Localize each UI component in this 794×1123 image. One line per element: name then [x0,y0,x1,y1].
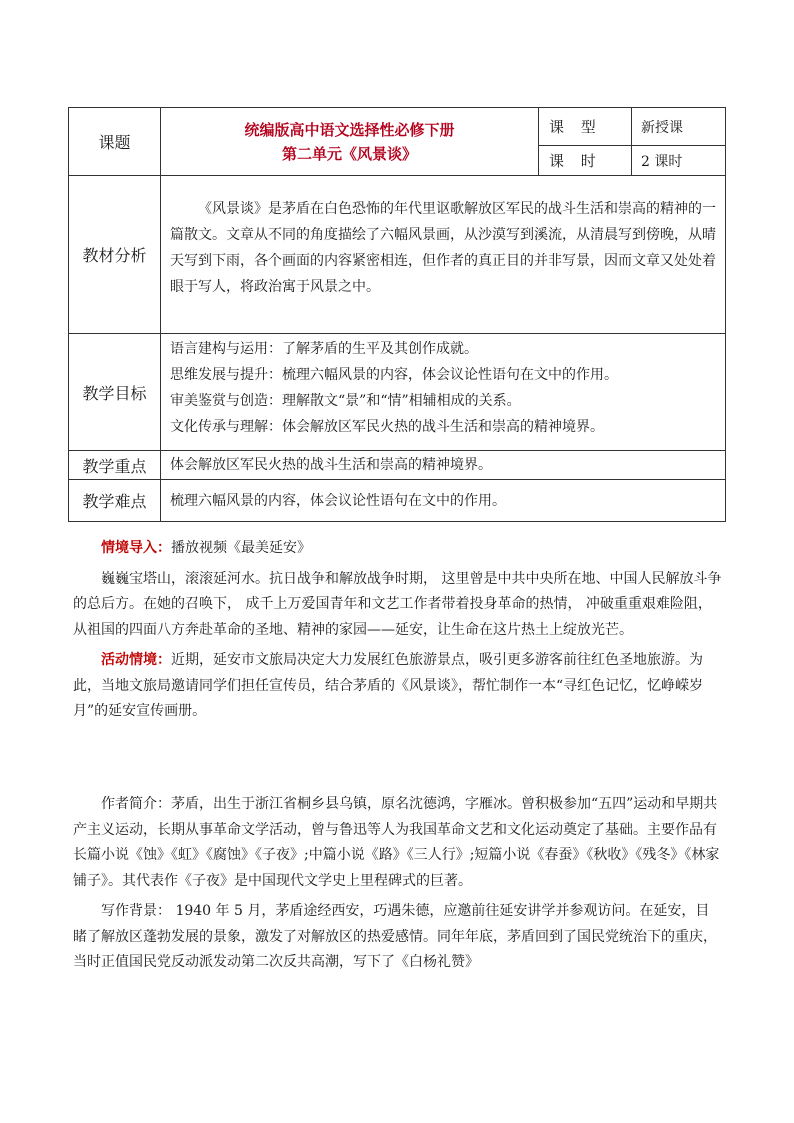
lesson-plan-table [68,107,726,522]
key-point-text: 体会解放区军民火热的战斗生活和崇高的精神境界。 [161,451,726,480]
activity-text: 近期，延安市文旅局决定大力发展红色旅游景点，吸引更多游客前往红色圣地旅游。为此，当地文旅局邀请同学们担任宣传员，结合茅盾的《风景谈》，帮忙制作一本“寻红色记忆，忆峥嵘岁月”的延安宣传画册。 [73,652,704,719]
course-type-value: 新授课 [632,108,726,146]
goal-item: 文化传承与理解：体会解放区军民火热的战斗生活和崇高的精神境界。 [170,419,604,435]
activity-label: 活动情境： [101,652,171,668]
lesson-title-line2: 第二单元《风景谈》 [281,144,417,163]
topic-label: 课题 [69,108,161,176]
background-paragraph: 写作背景： 1940 年 5 月，茅盾途经西安，巧遇朱德，应邀前往延安讲学并参观访问。在延安，目睹了解放区蓬勃发展的景象，激发了对解放区的热爱感情。同年年底，茅盾回到了国民党统治下的重庆，当时正值国民党反动派发动第二次反共高潮，写下了《白杨礼赞》 [73,903,717,970]
intro-text: 播放视频《最美延安》 [171,540,311,556]
activity-paragraph [73,648,723,725]
analysis-text: 《风景谈》是茅盾在白色恐怖的年代里讴歌解放区军民的战斗生活和崇高的精神的一篇散文。文章从不同的角度描绘了六幅风景画，从沙漠写到溪流，从清晨写到傍晚，从晴天写到下雨，各个画面的内容紧密相连，但作者的真正目的并非写景，因而文章又处处着眼于写人，将政治寓于风景之中。 [170,201,716,295]
intro-section [73,536,723,725]
analysis-label: 教材分析 [69,176,161,334]
intro-label: 情境导入： [101,540,171,556]
goals-label: 教学目标 [69,334,161,451]
goals-cell [161,334,726,451]
lesson-title-line1: 统编版高中语文选择性必修下册 [244,120,455,139]
course-type-label: 课 型 [539,108,632,146]
class-hours-label: 课 时 [539,146,632,176]
goal-item: 审美鉴赏与创造：理解散文“景”和“情”相辅相成的关系。 [170,393,521,409]
author-paragraph: 作者简介：茅盾，出生于浙江省桐乡县乌镇，原名沈德鸿，字雁冰。曾积极参加“五四”运动和早期共产主义运动，长期从事革命文学活动，曾与鲁迅等人为我国革命文艺和文化运动奠定了基础。主要作品有长篇小说《蚀》《虹》《腐蚀》《子夜》;中篇小说《路》《三人行》;短篇小说《春蚕》《秋收》《残冬》《林家铺子》。其代表作《子夜》是中国现代文学史上里程碑式的巨著。 [73,796,720,889]
lesson-title [161,108,539,176]
class-hours-value: 2 课时 [632,146,726,176]
goal-item: 思维发展与提升：梳理六幅风景的内容，体会议论性语句在文中的作用。 [170,367,618,383]
author-section [73,792,723,976]
difficulty-text: 梳理六幅风景的内容，体会议论性语句在文中的作用。 [161,480,726,522]
goal-item: 语言建构与运用：了解茅盾的生平及其创作成就。 [170,341,478,357]
analysis-cell [161,176,726,334]
intro-paragraph: 巍巍宝塔山，滚滚延河水。抗日战争和解放战争时期， 这里曾是中共中央所在地、中国人民解放斗争的总后方。在她的召唤下， 成千上万爱国青年和文艺工作者带着投身革命的热情， 冲破重重艰难险阻， 从祖国的四面八方奔赴革命的圣地、精神的家园——延安，让生命在这片热土上绽放光芒。 [73,570,722,638]
key-point-label: 教学重点 [69,451,161,480]
difficulty-label: 教学难点 [69,480,161,522]
intro-heading [73,536,723,562]
